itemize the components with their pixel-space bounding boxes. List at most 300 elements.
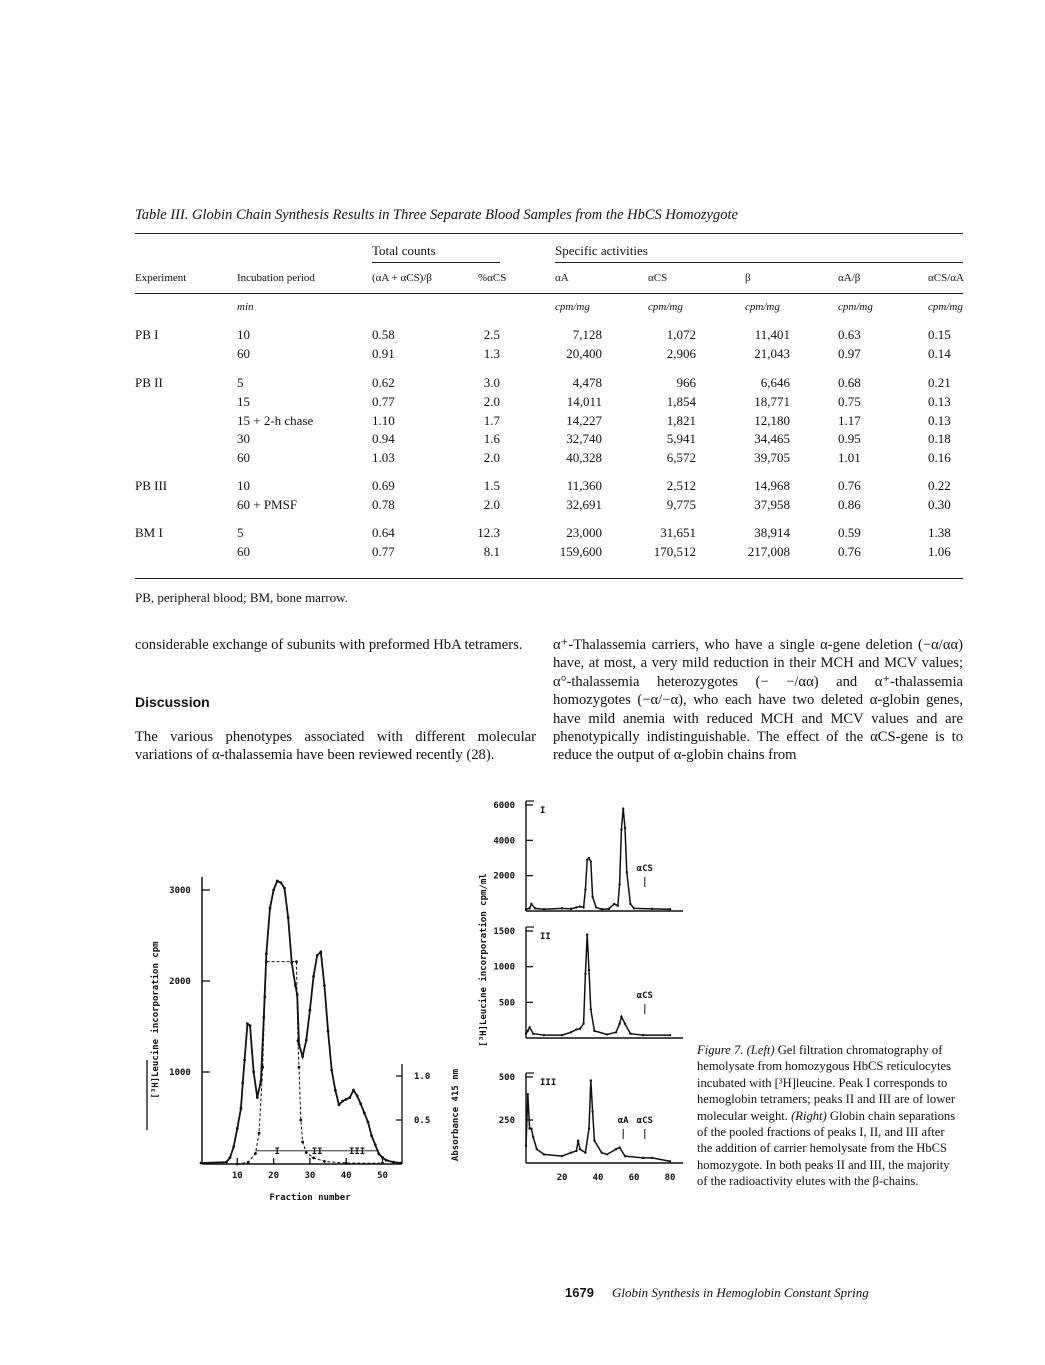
table-title: Table III. Globin Chain Synthesis Results in Three Separate Blood Samples from the HbCS Homozygote — [135, 207, 738, 223]
data-point — [575, 906, 577, 908]
table-cell: 2.5 — [483, 327, 500, 342]
table-cell: 0.21 — [928, 375, 951, 390]
data-point — [312, 975, 315, 978]
experiment-label: PB III — [135, 478, 168, 493]
data-point — [297, 1039, 300, 1042]
data-point — [618, 1023, 620, 1025]
data-point — [588, 1127, 590, 1129]
unit-label: cpm/mg — [838, 301, 873, 313]
data-point — [392, 1161, 395, 1164]
table-cell: 0.18 — [928, 431, 951, 447]
data-point — [247, 1161, 250, 1164]
table-cell: 15 — [237, 393, 250, 409]
data-point — [525, 908, 527, 910]
data-point — [590, 1008, 592, 1010]
data-point — [570, 1031, 572, 1033]
data-point — [579, 905, 581, 907]
data-point — [591, 896, 593, 898]
data-point — [305, 1039, 308, 1042]
table-cell: 2.0 — [483, 450, 500, 466]
data-point — [287, 916, 290, 919]
table-cell: 12.3 — [477, 525, 500, 540]
panel-y-tick-label: 2000 — [493, 871, 515, 882]
y2-tick-label: 0.5 — [414, 1116, 431, 1126]
table-cell: 0.59 — [838, 525, 861, 540]
table-footnote: PB, peripheral blood; BM, bone marrow. — [135, 590, 348, 605]
data-point — [633, 907, 635, 909]
data-point — [527, 1093, 529, 1095]
y-tick-label: 2000 — [169, 977, 191, 987]
table-cell: 1,821 — [666, 412, 696, 428]
data-point — [276, 880, 279, 883]
table-cell: 8.1 — [483, 543, 500, 559]
x-tick-label: 40 — [340, 1171, 352, 1181]
table-cell: 7,128 — [572, 327, 602, 342]
experiment-label: BM I — [135, 525, 163, 540]
column-header: Experiment — [135, 272, 187, 284]
data-point — [579, 1148, 581, 1150]
data-point — [615, 1148, 617, 1150]
data-point — [334, 1089, 337, 1092]
table-cell: 2,512 — [666, 478, 696, 493]
data-point — [243, 1059, 246, 1062]
data-point — [532, 1033, 534, 1035]
unit-label: cpm/mg — [745, 301, 780, 313]
figure-caption — [697, 1042, 961, 1190]
data-point — [669, 1034, 671, 1036]
data-point — [229, 1156, 232, 1159]
x-tick-label: 10 — [231, 1171, 243, 1181]
table-cell: 0.13 — [928, 412, 951, 428]
column-header: αCS/αA — [928, 272, 964, 284]
data-point — [236, 1163, 239, 1166]
table-cell: 60 + PMSF — [237, 496, 298, 512]
data-point — [232, 1145, 235, 1148]
table-cell: 5 — [237, 525, 244, 540]
column-header: β — [745, 272, 751, 284]
table-cell: 21,043 — [754, 345, 790, 361]
left-para-2: The various phenotypes associated with different molecular variations of α-thalassemia have been reviewed recently (28). — [135, 729, 536, 764]
panel-y-tick-label: 250 — [498, 1116, 515, 1126]
data-point — [294, 984, 297, 987]
y-tick-label: 1000 — [169, 1068, 191, 1078]
table-cell: 0.94 — [372, 431, 395, 447]
panel-y-tick-label: 500 — [498, 1073, 515, 1083]
panel-series-line — [526, 809, 670, 910]
data-point — [252, 1071, 255, 1074]
data-point — [608, 908, 610, 910]
left-para-1: considerable exchange of subunits with preformed HbA tetramers. — [135, 637, 523, 653]
discussion-heading: Discussion — [135, 694, 210, 710]
table-cell: 1.06 — [928, 543, 951, 559]
table-cell: 20,400 — [566, 345, 602, 361]
table-cell: 38,914 — [754, 525, 790, 540]
table-cell: 1,854 — [666, 393, 696, 409]
table-cell: 1.38 — [928, 525, 951, 540]
running-title: Globin Synthesis in Hemoglobin Constant Spring — [612, 1285, 869, 1300]
data-point — [272, 889, 275, 892]
data-point — [240, 1107, 243, 1110]
data-point — [299, 1119, 302, 1122]
column-header: αCS — [648, 272, 668, 284]
panel-y-tick-label: 500 — [498, 998, 515, 1009]
table-cell: 11,401 — [754, 327, 790, 342]
data-point — [330, 1069, 333, 1072]
caption-right: (Right) — [791, 1108, 827, 1123]
table-cell: 18,771 — [754, 393, 790, 409]
table-cell: 0.62 — [372, 375, 395, 390]
y2-tick-label: 1.0 — [414, 1072, 431, 1082]
data-point — [316, 954, 319, 957]
data-point — [622, 807, 624, 809]
table-cell: 0.13 — [928, 393, 951, 409]
data-point — [323, 1160, 326, 1163]
table-cell: 32,691 — [566, 496, 602, 512]
table-cell: 5 — [237, 375, 244, 390]
data-point — [309, 1009, 312, 1012]
caption-text-1: Gel filtration chromatography of hemolysate from homozygous HbCS reticulocytes incubated with [³H]leucine. Peak I corresponds to hemoglobin tetramers; peaks II and III are of lower molecular weight. — [697, 1043, 956, 1123]
data-point — [269, 907, 272, 910]
data-point — [298, 1066, 301, 1069]
table-cell: 60 — [237, 543, 250, 559]
data-point — [584, 973, 586, 975]
table-cell: 0.14 — [928, 345, 951, 361]
data-point — [600, 1151, 602, 1153]
data-point — [593, 1030, 595, 1032]
peak-marker-label: αCS — [636, 991, 653, 1001]
peak-marker-label: αA — [617, 1116, 629, 1126]
data-point — [225, 1161, 228, 1164]
data-point — [528, 1026, 530, 1028]
panel-y-tick-label: 1500 — [493, 927, 515, 937]
table-cell: 11,360 — [566, 478, 602, 493]
table-cell: 1.7 — [483, 412, 500, 428]
unit-label: min — [237, 301, 254, 313]
data-point — [651, 1157, 653, 1159]
data-point — [588, 857, 590, 859]
data-point — [624, 1023, 626, 1025]
data-point — [385, 1159, 388, 1162]
x-tick-label: 30 — [304, 1171, 316, 1181]
panel-y-tick-label: 6000 — [493, 801, 515, 811]
caption-text-2: Globin chain separations of the pooled fractions of peaks I, II, and III after the addition of carrier hemolysate from the HbCS homozygote. In both peaks II and III, the majority of the radioactivity elutes with the β-chains. — [697, 1108, 956, 1189]
page-number: 1679 — [565, 1285, 594, 1300]
table-cell: 0.22 — [928, 478, 951, 493]
column-header: αA — [555, 272, 569, 284]
table-cell: 4,478 — [572, 375, 602, 390]
experiment-label: PB I — [135, 327, 159, 342]
data-point — [651, 908, 653, 910]
data-point — [345, 1098, 348, 1101]
data-point — [265, 960, 268, 963]
data-point — [586, 859, 588, 861]
data-point — [561, 1155, 563, 1157]
data-point — [642, 1034, 644, 1036]
table-cell: 0.76 — [838, 478, 861, 493]
data-point — [586, 933, 588, 935]
y-axis-label: [³H]Leucine incorporation cpm — [151, 941, 161, 1099]
table-cell: 23,000 — [566, 525, 602, 540]
table-cell: 217,008 — [747, 543, 790, 559]
table-cell: 1.6 — [483, 431, 500, 447]
data-point — [620, 1015, 622, 1017]
data-point — [669, 1160, 671, 1162]
data-point — [669, 908, 671, 910]
data-point — [530, 1127, 532, 1129]
data-point — [295, 960, 298, 963]
data-point — [584, 1151, 586, 1153]
unit-label: cpm/mg — [648, 301, 683, 313]
table-cell: 0.30 — [928, 496, 951, 512]
panel-y-tick-label: 4000 — [493, 836, 515, 847]
data-point — [528, 907, 530, 909]
data-point — [617, 905, 619, 907]
data-point — [588, 969, 590, 971]
data-point — [374, 1143, 377, 1146]
data-point — [624, 1155, 626, 1157]
data-point — [606, 1153, 608, 1155]
data-point — [200, 1162, 203, 1165]
table-cell: 10 — [237, 327, 250, 342]
data-point — [305, 1151, 308, 1154]
pool-label: III — [348, 1146, 366, 1157]
data-point — [370, 1134, 373, 1137]
group-header-specific: Specific activities — [555, 243, 648, 258]
table-cell: 14,968 — [754, 478, 790, 493]
table-cell: 170,512 — [653, 543, 696, 559]
table-cell: 9,775 — [666, 496, 696, 512]
data-point — [236, 1127, 239, 1130]
caption-label: Figure 7. — [697, 1043, 744, 1057]
data-point — [532, 1136, 534, 1138]
table-cell: 1.01 — [838, 450, 861, 466]
data-point — [377, 1153, 380, 1156]
data-point — [527, 1030, 529, 1032]
x-tick-label: 20 — [268, 1171, 280, 1181]
data-point — [265, 952, 268, 955]
column-header: %αCS — [478, 272, 507, 284]
table-cell: 1.10 — [372, 412, 395, 428]
table-cell: 0.97 — [838, 345, 861, 361]
table-cell: 14,227 — [566, 412, 602, 428]
data-point — [591, 1110, 593, 1112]
data-point — [577, 1139, 579, 1141]
table-cell: 159,600 — [559, 543, 602, 559]
data-point — [319, 950, 322, 953]
table-cell: 1.3 — [483, 345, 500, 361]
table-cell: 0.64 — [372, 525, 395, 540]
panel-label: III — [540, 1078, 557, 1088]
table-cell: 1,072 — [666, 327, 696, 342]
panel-label: II — [540, 932, 551, 942]
panel-x-tick-label: 60 — [628, 1173, 640, 1183]
table-cell: 34,465 — [754, 431, 790, 447]
data-point — [279, 881, 282, 884]
table-cell: 0.77 — [372, 543, 395, 559]
table-cell: 31,651 — [660, 525, 696, 540]
panel-x-tick-label: 80 — [664, 1173, 676, 1183]
data-point — [301, 1055, 304, 1058]
column-header: (αA + αCS)/β — [372, 272, 433, 284]
data-point — [241, 1082, 244, 1085]
table-cell: 1.5 — [483, 478, 500, 493]
unit-label: cpm/mg — [555, 301, 590, 313]
data-point — [579, 1028, 581, 1030]
data-point — [399, 1162, 402, 1165]
data-point — [348, 1096, 351, 1099]
data-point — [261, 1066, 264, 1069]
column-header: αA/β — [838, 272, 861, 284]
table-cell: 0.16 — [928, 450, 951, 466]
table-cell: 0.68 — [838, 375, 861, 390]
panel-x-tick-label: 20 — [556, 1173, 568, 1183]
panel-label: I — [540, 806, 546, 816]
peak-marker-label: αCS — [636, 1116, 653, 1126]
data-point — [606, 1033, 608, 1035]
data-point — [525, 1145, 527, 1147]
panel-y-axis-label: [³H]Leucine incorporation cpm/ml — [479, 873, 489, 1047]
table-cell: 39,705 — [754, 450, 790, 466]
data-point — [301, 1141, 304, 1144]
data-point — [359, 1102, 362, 1105]
table-cell: 60 — [237, 450, 250, 466]
right-para: α⁺-Thalassemia carriers, who have a single α-gene deletion (−α/αα) have, at most, a very mild reduction in their MCH and MCV values; α°-thalassemia heterozygotes (− −/αα) and α⁺-thalassemia homozygotes (−α/−α), who each have two deleted α-globin genes, have mild anemia with reduced MCH and MCV values and are phenotypically indistinguishable. The effect of the αCS-gene is to reduce the output of α-globin chains from — [553, 637, 963, 764]
data-point — [543, 908, 545, 910]
data-point — [543, 1034, 545, 1036]
table-cell: 0.77 — [372, 393, 395, 409]
data-point — [363, 1112, 366, 1115]
table-cell: 37,958 — [754, 496, 790, 512]
data-point — [624, 827, 626, 829]
table-cell: 10 — [237, 478, 250, 493]
data-point — [615, 1031, 617, 1033]
table-cell: 5,941 — [666, 431, 696, 447]
table-cell: 32,740 — [566, 431, 602, 447]
table-cell: 40,328 — [566, 450, 602, 466]
data-point — [543, 1153, 545, 1155]
data-point — [338, 1103, 341, 1106]
data-point — [570, 1151, 572, 1153]
panel-x-tick-label: 40 — [592, 1173, 604, 1183]
data-point — [258, 1132, 261, 1135]
data-point — [345, 1162, 348, 1165]
data-point — [593, 1139, 595, 1141]
data-point — [561, 907, 563, 909]
data-point — [536, 1148, 538, 1150]
data-point — [584, 889, 586, 891]
table-cell: 12,180 — [754, 412, 790, 428]
x-axis-label: Fraction number — [269, 1193, 351, 1203]
data-point — [618, 883, 620, 885]
data-point — [534, 907, 536, 909]
data-point — [530, 903, 532, 905]
panel-y-tick-label: 1000 — [493, 962, 515, 973]
table-cell: 0.69 — [372, 478, 395, 493]
table-cell: 1.03 — [372, 450, 395, 466]
table-cell: 0.15 — [928, 327, 951, 342]
table-cell: 15 + 2-h chase — [237, 412, 314, 428]
table-cell: 60 — [237, 345, 250, 361]
data-point — [561, 1034, 563, 1036]
data-point — [256, 1096, 259, 1099]
data-point — [327, 1030, 330, 1033]
table-cell: 0.86 — [838, 496, 861, 512]
data-point — [263, 995, 266, 998]
unit-label: cpm/mg — [928, 301, 963, 313]
data-point — [620, 829, 622, 831]
table-cell: 0.91 — [372, 345, 395, 361]
table-cell: 6,572 — [666, 450, 696, 466]
experiment-label: PB II — [135, 375, 163, 390]
data-point — [356, 1094, 359, 1097]
data-point — [626, 871, 628, 873]
data-point — [381, 1156, 384, 1159]
peak-marker-label: αCS — [636, 864, 653, 874]
y-tick-label: 3000 — [169, 886, 191, 896]
data-point — [352, 1089, 355, 1092]
data-point — [341, 1100, 344, 1103]
data-point — [590, 860, 592, 862]
group-header-total: Total counts — [372, 243, 436, 258]
table-cell: 3.0 — [483, 375, 500, 390]
pool-label: II — [311, 1146, 323, 1157]
table-cell: 0.76 — [838, 543, 861, 559]
data-point — [582, 1023, 584, 1025]
table-cell: 966 — [676, 375, 696, 390]
data-point — [246, 1022, 249, 1025]
table-cell: 2,906 — [666, 345, 696, 361]
data-point — [570, 908, 572, 910]
data-point — [575, 1028, 577, 1030]
data-point — [525, 1033, 527, 1035]
table-cell: 2.0 — [483, 393, 500, 409]
data-point — [613, 903, 615, 905]
data-point — [283, 887, 286, 890]
table-cell: 14,011 — [566, 393, 602, 409]
data-point — [323, 984, 326, 987]
data-point — [367, 1121, 370, 1124]
column-header: Incubation period — [237, 272, 315, 284]
table-cell: 6,646 — [760, 375, 790, 390]
data-point — [642, 1157, 644, 1159]
table-cell: 0.58 — [372, 327, 395, 342]
panel-series-line — [526, 935, 670, 1036]
data-point — [629, 903, 631, 905]
table-cell: 30 — [237, 431, 250, 447]
table-cell: 0.75 — [838, 393, 861, 409]
data-point — [595, 906, 597, 908]
data-point — [254, 1152, 257, 1155]
y2-axis-label: Absorbance 415 nm — [451, 1068, 461, 1162]
data-point — [312, 1156, 315, 1159]
data-point — [249, 1024, 252, 1027]
data-point — [582, 906, 584, 908]
table-cell: 0.78 — [372, 496, 395, 512]
table-cell: 0.63 — [838, 327, 861, 342]
table-cell: 2.0 — [483, 496, 500, 512]
table-cell: 1.17 — [838, 412, 861, 428]
data-point — [600, 908, 602, 910]
data-point — [618, 1146, 620, 1148]
pool-label: I — [274, 1146, 280, 1157]
data-point — [381, 1162, 384, 1165]
caption-left: (Left) — [746, 1043, 775, 1057]
data-point — [590, 1079, 592, 1081]
data-point — [629, 1033, 631, 1035]
x-tick-label: 50 — [377, 1171, 388, 1181]
data-point — [575, 1150, 577, 1152]
table-cell: 0.95 — [838, 431, 861, 447]
